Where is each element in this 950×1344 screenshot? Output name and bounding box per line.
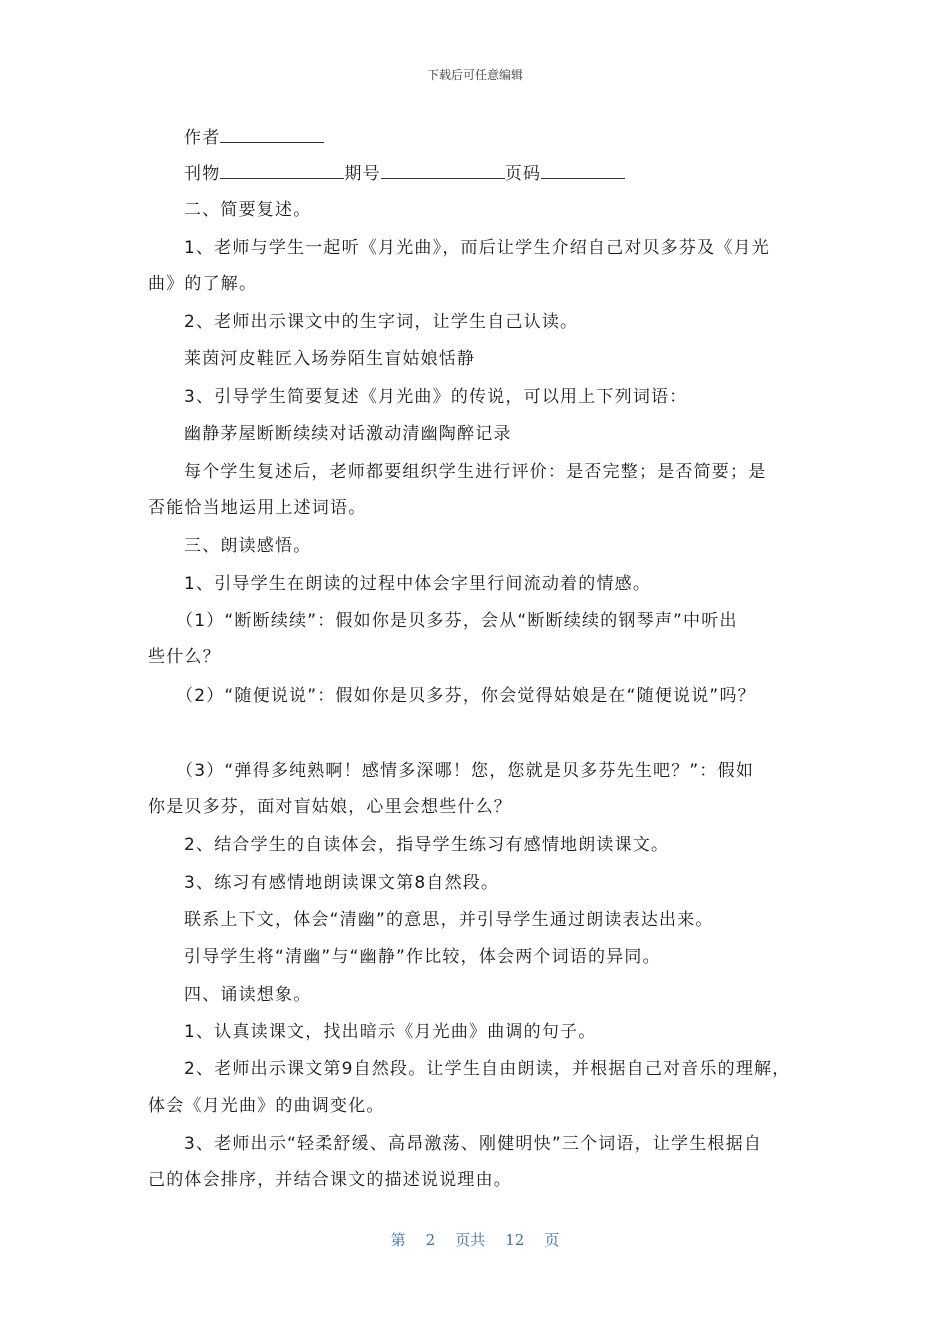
paragraph-line: 1、认真读课文，找出暗示《月光曲》曲调的句子。 (184, 1022, 597, 1042)
paragraph-line: 联系上下文，体会“清幽”的意思，并引导学生通过朗读表达出来。 (184, 910, 714, 930)
paragraph-line: 1、引导学生在朗读的过程中体会字里行间流动着的情感。 (184, 574, 652, 594)
paragraph-line: 1、老师与学生一起听《月光曲》，而后让学生介绍自己对贝多芬及《月光 (184, 238, 770, 258)
journal-line (184, 161, 864, 185)
page-footer (0, 1229, 950, 1250)
paragraph-line: 你是贝多芬，面对盲姑娘，心里会想些什么？ (148, 797, 512, 817)
page-label: 页码 (504, 164, 542, 184)
vocabulary-line: 幽静茅屋断断续续对话激动清幽陶醉记录 (184, 424, 512, 444)
paragraph-line: 否能恰当地运用上述词语。 (148, 498, 367, 518)
paragraph-line: （3）“弹得多纯熟啊！感情多深哪！您，您就是贝多芬先生吧？”：假如 (176, 761, 755, 781)
journal-blank (220, 161, 344, 179)
page-blank (541, 161, 625, 179)
paragraph-line: （2）“随便说说”：假如你是贝多芬，你会觉得姑娘是在“随便说说”吗？ (176, 686, 756, 706)
vocabulary-line: 莱茵河皮鞋匠入场券陌生盲姑娘恬静 (184, 349, 476, 369)
section-heading: 三、朗读感悟。 (184, 536, 312, 556)
paragraph-line: 3、练习有感情地朗读课文第8自然段。 (184, 873, 500, 893)
paragraph-line: 些什么？ (148, 647, 221, 667)
paragraph-line: 体会《月光曲》的曲调变化。 (148, 1096, 385, 1116)
paragraph-line: 3、引导学生简要复述《月光曲》的传说，可以用上下列词语： (184, 387, 688, 407)
issue-blank (381, 161, 505, 179)
paragraph-line: 曲》的了解。 (148, 274, 258, 294)
paragraph-line: 己的体会排序，并结合课文的描述说说理由。 (148, 1170, 512, 1190)
paragraph-line: 2、结合学生的自读体会，指导学生练习有感情地朗读课文。 (184, 835, 670, 855)
paragraph-line: 3、老师出示“轻柔舒缓、高昂激荡、刚健明快”三个词语，让学生根据自 (184, 1134, 763, 1154)
page-header: 下载后可任意编辑 (426, 68, 523, 82)
issue-label: 期号 (344, 164, 381, 184)
page-current: 2 (425, 1231, 436, 1249)
page-suffix: 页 (544, 1231, 560, 1249)
paragraph-line: 引导学生将“清幽”与“幽静”作比较，体会两个词语的异同。 (184, 947, 661, 967)
section-heading: 四、诵读想象。 (184, 985, 312, 1005)
page-prefix: 第 (390, 1231, 406, 1249)
author-label: 作者 (184, 128, 221, 148)
journal-label: 刊物 (184, 164, 221, 184)
paragraph-line: 2、老师出示课文第9自然段。让学生自由朗读，并根据自己对音乐的理解， (184, 1059, 791, 1079)
paragraph-line: （1）“断断续续”：假如你是贝多芬，会从“断断续续的钢琴声”中听出 (176, 611, 738, 631)
author-line (184, 125, 864, 149)
page-mid: 页共 (455, 1231, 486, 1249)
paragraph-line: 每个学生复述后，老师都要组织学生进行评价：是否完整；是否简要；是 (184, 462, 767, 482)
page-total: 12 (505, 1231, 525, 1249)
paragraph-line: 2、老师出示课文中的生字词，让学生自己认读。 (184, 312, 579, 332)
author-blank (220, 125, 324, 143)
section-heading: 二、简要复述。 (184, 200, 312, 220)
